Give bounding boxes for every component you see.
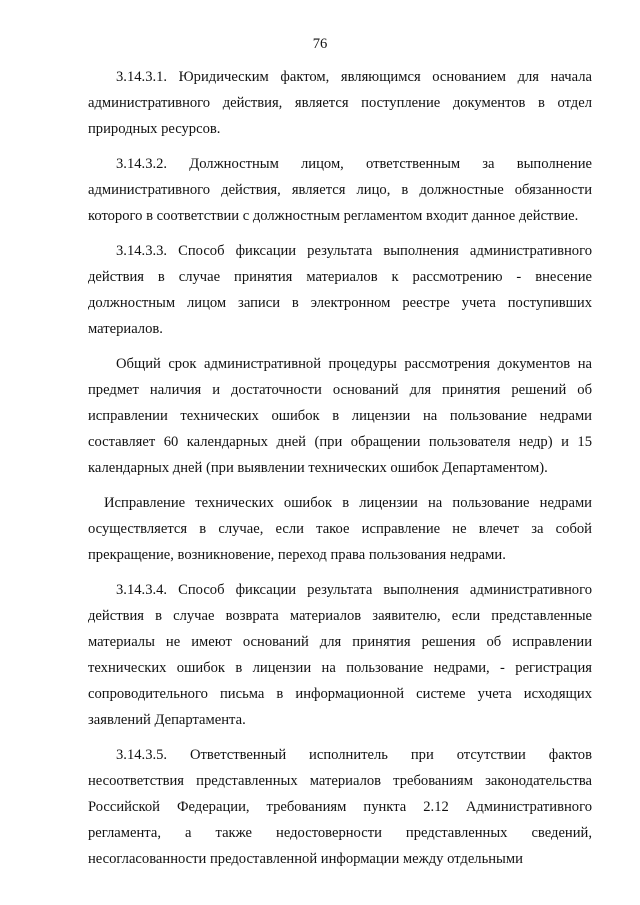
paragraph-3-14-3-4: 3.14.3.4. Способ фиксации результата выполнения административного действия в случае возврата материалов заявителю, если представленные материалы не имеют оснований для принятия решения об исправлении технических ошибок в лицензии на пользование недрами, - регистрация сопроводительного письма в информационной системе учета исходящих заявлений Департамента. [88,582,592,728]
paragraph-3-14-3-5: 3.14.3.5. Ответственный исполнитель при отсутствии фактов несоответствия представленных материалов требованиям законодательства Российской Федерации, требованиям пункта 2.12 Административного регламента, а также недостоверности представленных сведений, несогласованности предоставленной информации между отдельными [88,747,592,867]
paragraph-correction-condition: Исправление технических ошибок в лицензии на пользование недрами осуществляется в случае, если такое исправление не влечет за собой прекращение, возникновение, переход права пользования недрами. [88,495,592,563]
paragraph-3-14-3-2: 3.14.3.2. Должностным лицом, ответственным за выполнение административного действия, является лицо, в должностные обязанности которого в соответствии с должностным регламентом входит данное действие. [88,156,592,224]
paragraph-3-14-3-3: 3.14.3.3. Способ фиксации результата выполнения административного действия в случае принятия материалов к рассмотрению - внесение должностным лицом записи в электронном реестре учета поступивших материалов. [88,243,592,337]
paragraph-total-term: Общий срок административной процедуры рассмотрения документов на предмет наличия и достаточности оснований для принятия решений об исправлении технических ошибок в лицензии на пользование недрами составляет 60 календарных дней (при обращении пользователя недр) и 15 календарных дней (при выявлении технических ошибок Департаментом). [88,356,592,476]
document-body [88,64,592,872]
paragraph-3-14-3-1: 3.14.3.1. Юридическим фактом, являющимся основанием для начала административного действия, является поступление документов в отдел природных ресурсов. [88,69,592,137]
page-number: 76 [312,36,328,52]
